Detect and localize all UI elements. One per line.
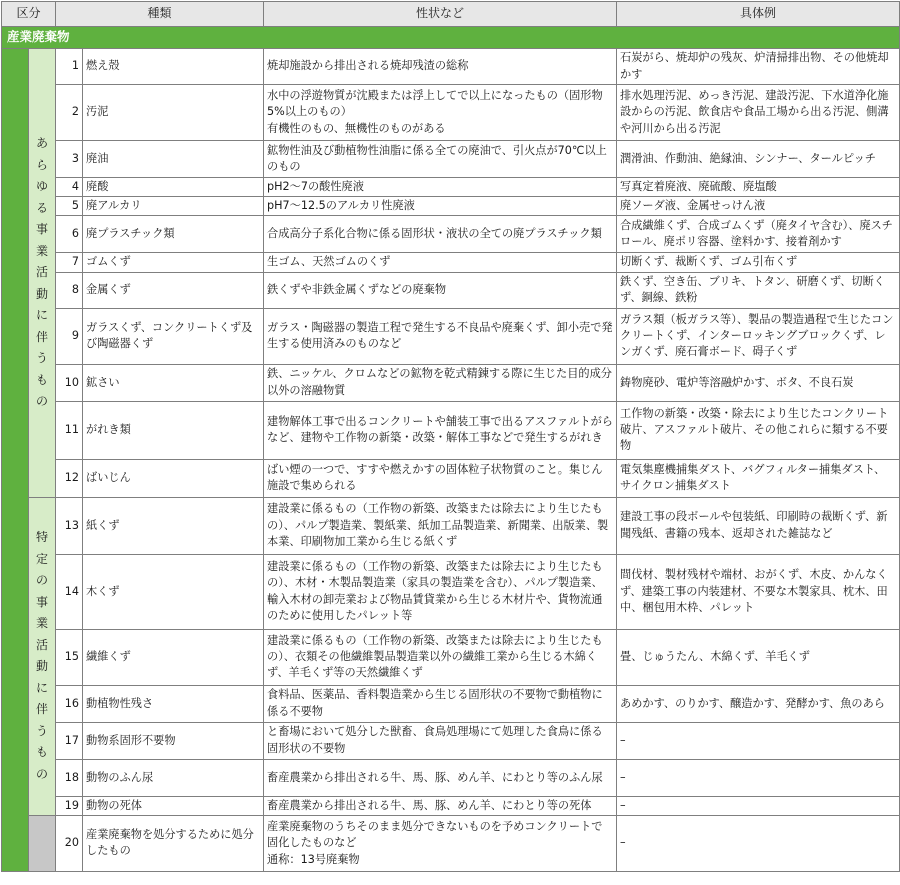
waste-property: 建設業に係るもの（工作物の新築、改築または除去により生じたもの）、パルプ製造業、製紙業、紙加工品製造業、新聞業、出版業、製本業、印刷物加工業から生じる紙くず — [264, 497, 617, 554]
waste-type: 汚泥 — [83, 85, 264, 141]
waste-type: 金属くず — [83, 272, 264, 308]
waste-type: 廃アルカリ — [83, 197, 264, 216]
waste-type: ばいじん — [83, 459, 264, 497]
waste-property: 鉱物性油及び動植物性油脂に係る全ての廃油で、引火点が70℃以上のもの — [264, 141, 617, 178]
waste-example: 電気集塵機捕集ダスト、バグフィルター捕集ダスト、サイクロン捕集ダスト — [617, 459, 900, 497]
waste-property: 合成高分子系化合物に係る固形状・液状の全ての廃プラスチック類 — [264, 216, 617, 253]
waste-type: 廃プラスチック類 — [83, 216, 264, 253]
waste-table — [1, 1, 900, 872]
waste-type: 廃油 — [83, 141, 264, 178]
group-label-specific: 特定の事業活動に伴うもの — [29, 497, 56, 815]
row-number: 5 — [56, 197, 83, 216]
waste-example: 合成繊維くず、合成ゴムくず（廃タイヤ含む）、廃スチロール、廃ポリ容器、塗料かす、接着剤かす — [617, 216, 900, 253]
table-row — [2, 497, 900, 554]
table-row — [2, 401, 900, 459]
waste-example: – — [617, 796, 900, 815]
header-row — [2, 2, 900, 27]
row-number: 13 — [56, 497, 83, 554]
waste-example: 写真定着廃液、廃硫酸、廃塩酸 — [617, 178, 900, 197]
waste-type: ガラスくず、コンクリートくず及び陶磁器くず — [83, 308, 264, 364]
waste-type: 紙くず — [83, 497, 264, 554]
row-number: 4 — [56, 178, 83, 197]
waste-type: 産業廃棄物を処分するために処分したもの — [83, 815, 264, 871]
waste-property: pH2〜7の酸性廃液 — [264, 178, 617, 197]
group-label-other — [29, 815, 56, 871]
waste-example: あめかす、のりかす、醸造かす、発酵かす、魚のあら — [617, 685, 900, 722]
waste-property: 建物解体工事で出るコンクリートや舗装工事で出るアスファルトがらなど、建物や工作物の新築・改築・解体工事などで発生するがれき — [264, 401, 617, 459]
waste-example: 畳、じゅうたん、木綿くず、羊毛くず — [617, 629, 900, 685]
waste-example: – — [617, 722, 900, 759]
waste-example: 工作物の新築・改築・除去により生じたコンクリート破片、アスファルト破片、その他これらに類する不要物 — [617, 401, 900, 459]
waste-type: 動植物性残さ — [83, 685, 264, 722]
row-number: 14 — [56, 554, 83, 629]
row-number: 10 — [56, 364, 83, 401]
table-row — [2, 685, 900, 722]
waste-example: 排水処理汚泥、めっき汚泥、建設汚泥、下水道浄化施設からの汚泥、飲食店や食品工場から出る汚泥、側溝や河川から出る汚泥 — [617, 85, 900, 141]
row-number: 7 — [56, 253, 83, 272]
waste-example: – — [617, 759, 900, 796]
table-row — [2, 364, 900, 401]
waste-example: ガラス類（板ガラス等）、製品の製造過程で生じたコンクリートくず、インターロッキングブロックくず、レンガくず、廃石膏ボード、碍子くず — [617, 308, 900, 364]
section-row — [2, 27, 900, 49]
row-number: 1 — [56, 49, 83, 85]
waste-type: 木くず — [83, 554, 264, 629]
waste-type: 繊維くず — [83, 629, 264, 685]
row-number: 3 — [56, 141, 83, 178]
header-gutairei: 具体例 — [617, 2, 900, 27]
row-number: 19 — [56, 796, 83, 815]
row-number: 8 — [56, 272, 83, 308]
row-number: 15 — [56, 629, 83, 685]
table-row — [2, 178, 900, 197]
waste-property: 鉄、ニッケル、クロムなどの鉱物を乾式精錬する際に生じた目的成分以外の溶融物質 — [264, 364, 617, 401]
header-kubun: 区分 — [2, 2, 56, 27]
row-number: 11 — [56, 401, 83, 459]
table-row — [2, 554, 900, 629]
waste-property: 建設業に係るもの（工作物の新築、改築または除去により生じたもの）、衣類その他繊維製品製造業以外の繊維工業から生じる木綿くず、羊毛くず等の天然繊維くず — [264, 629, 617, 685]
waste-example: 切断くず、裁断くず、ゴム引布くず — [617, 253, 900, 272]
waste-property: 畜産農業から排出される牛、馬、豚、めん羊、にわとり等の死体 — [264, 796, 617, 815]
waste-property: 建設業に係るもの（工作物の新築、改築または除去により生じたもの）、木材・木製品製造業（家具の製造業を含む）、パルプ製造業、輸入木材の卸売業および物品賃貸業から生じる木材片や、貨物流通のために使用したパレット等 — [264, 554, 617, 629]
row-number: 18 — [56, 759, 83, 796]
waste-property: 生ゴム、天然ゴムのくず — [264, 253, 617, 272]
waste-property: pH7〜12.5のアルカリ性廃液 — [264, 197, 617, 216]
table-row — [2, 759, 900, 796]
waste-type: がれき類 — [83, 401, 264, 459]
waste-property: 畜産農業から排出される牛、馬、豚、めん羊、にわとり等のふん尿 — [264, 759, 617, 796]
waste-property: 産業廃棄物のうちそのまま処分できないものを予めコンクリートで固化したものなど 通称：13号廃棄物 — [264, 815, 617, 871]
header-seijo: 性状など — [264, 2, 617, 27]
waste-example: – — [617, 815, 900, 871]
waste-example: 鋳物廃砂、電炉等溶融炉かす、ボタ、不良石炭 — [617, 364, 900, 401]
waste-property: 焼却施設から排出される焼却残渣の総称 — [264, 49, 617, 85]
waste-type: 動物系固形不要物 — [83, 722, 264, 759]
waste-property: と畜場において処分した獣畜、食鳥処理場にて処理した食鳥に係る固形状の不要物 — [264, 722, 617, 759]
waste-property: 水中の浮遊物質が沈殿または浮上してで以上になったもの（固形物5%以上のもの） 有機性のもの、無機性のものがある — [264, 85, 617, 141]
waste-property: 鉄くずや非鉄金属くずなどの廃棄物 — [264, 272, 617, 308]
waste-example: 建設工事の段ボールや包装紙、印刷時の裁断くず、新聞残紙、書籍の残本、返却された雑誌など — [617, 497, 900, 554]
waste-example: 潤滑油、作動油、絶縁油、シンナー、タールピッチ — [617, 141, 900, 178]
row-number: 9 — [56, 308, 83, 364]
waste-property: ばい煙の一つで、すすや燃えかすの固体粒子状物質のこと。集じん施設で集められる — [264, 459, 617, 497]
row-number: 16 — [56, 685, 83, 722]
table-row — [2, 722, 900, 759]
group-label-general: あらゆる事業活動に伴うもの — [29, 49, 56, 498]
waste-property: ガラス・陶磁器の製造工程で発生する不良品や廃棄くず、卸小売で発生する使用済みのものなど — [264, 308, 617, 364]
table-row — [2, 796, 900, 815]
waste-type: 鉱さい — [83, 364, 264, 401]
table-row — [2, 216, 900, 253]
waste-example: 石炭がら、焼却炉の残灰、炉清掃排出物、その他焼却かす — [617, 49, 900, 85]
waste-type: 廃酸 — [83, 178, 264, 197]
row-number: 20 — [56, 815, 83, 871]
table-row — [2, 629, 900, 685]
waste-type: 燃え殻 — [83, 49, 264, 85]
row-number: 6 — [56, 216, 83, 253]
table-row — [2, 308, 900, 364]
waste-type: 動物のふん尿 — [83, 759, 264, 796]
table-row — [2, 197, 900, 216]
waste-property: 食料品、医薬品、香料製造業から生じる固形状の不要物で動植物に係る不要物 — [264, 685, 617, 722]
waste-example: 廃ソーダ液、金属せっけん液 — [617, 197, 900, 216]
header-shurui: 種類 — [56, 2, 264, 27]
table-row — [2, 815, 900, 871]
row-number: 17 — [56, 722, 83, 759]
category-bar — [2, 49, 29, 872]
table-row — [2, 85, 900, 141]
table-row — [2, 253, 900, 272]
waste-example: 間伐材、製材残材や端材、おがくず、木皮、かんなくず、建築工事の内装建材、不要な木製家具、枕木、田中、梱包用木枠、パレット — [617, 554, 900, 629]
table-row — [2, 49, 900, 85]
table-row — [2, 272, 900, 308]
waste-type: ゴムくず — [83, 253, 264, 272]
waste-example: 鉄くず、空き缶、ブリキ、トタン、研磨くず、切断くず、銅線、鉄粉 — [617, 272, 900, 308]
table-row — [2, 459, 900, 497]
table-row — [2, 141, 900, 178]
row-number: 12 — [56, 459, 83, 497]
row-number: 2 — [56, 85, 83, 141]
section-title: 産業廃棄物 — [2, 27, 900, 49]
waste-type: 動物の死体 — [83, 796, 264, 815]
